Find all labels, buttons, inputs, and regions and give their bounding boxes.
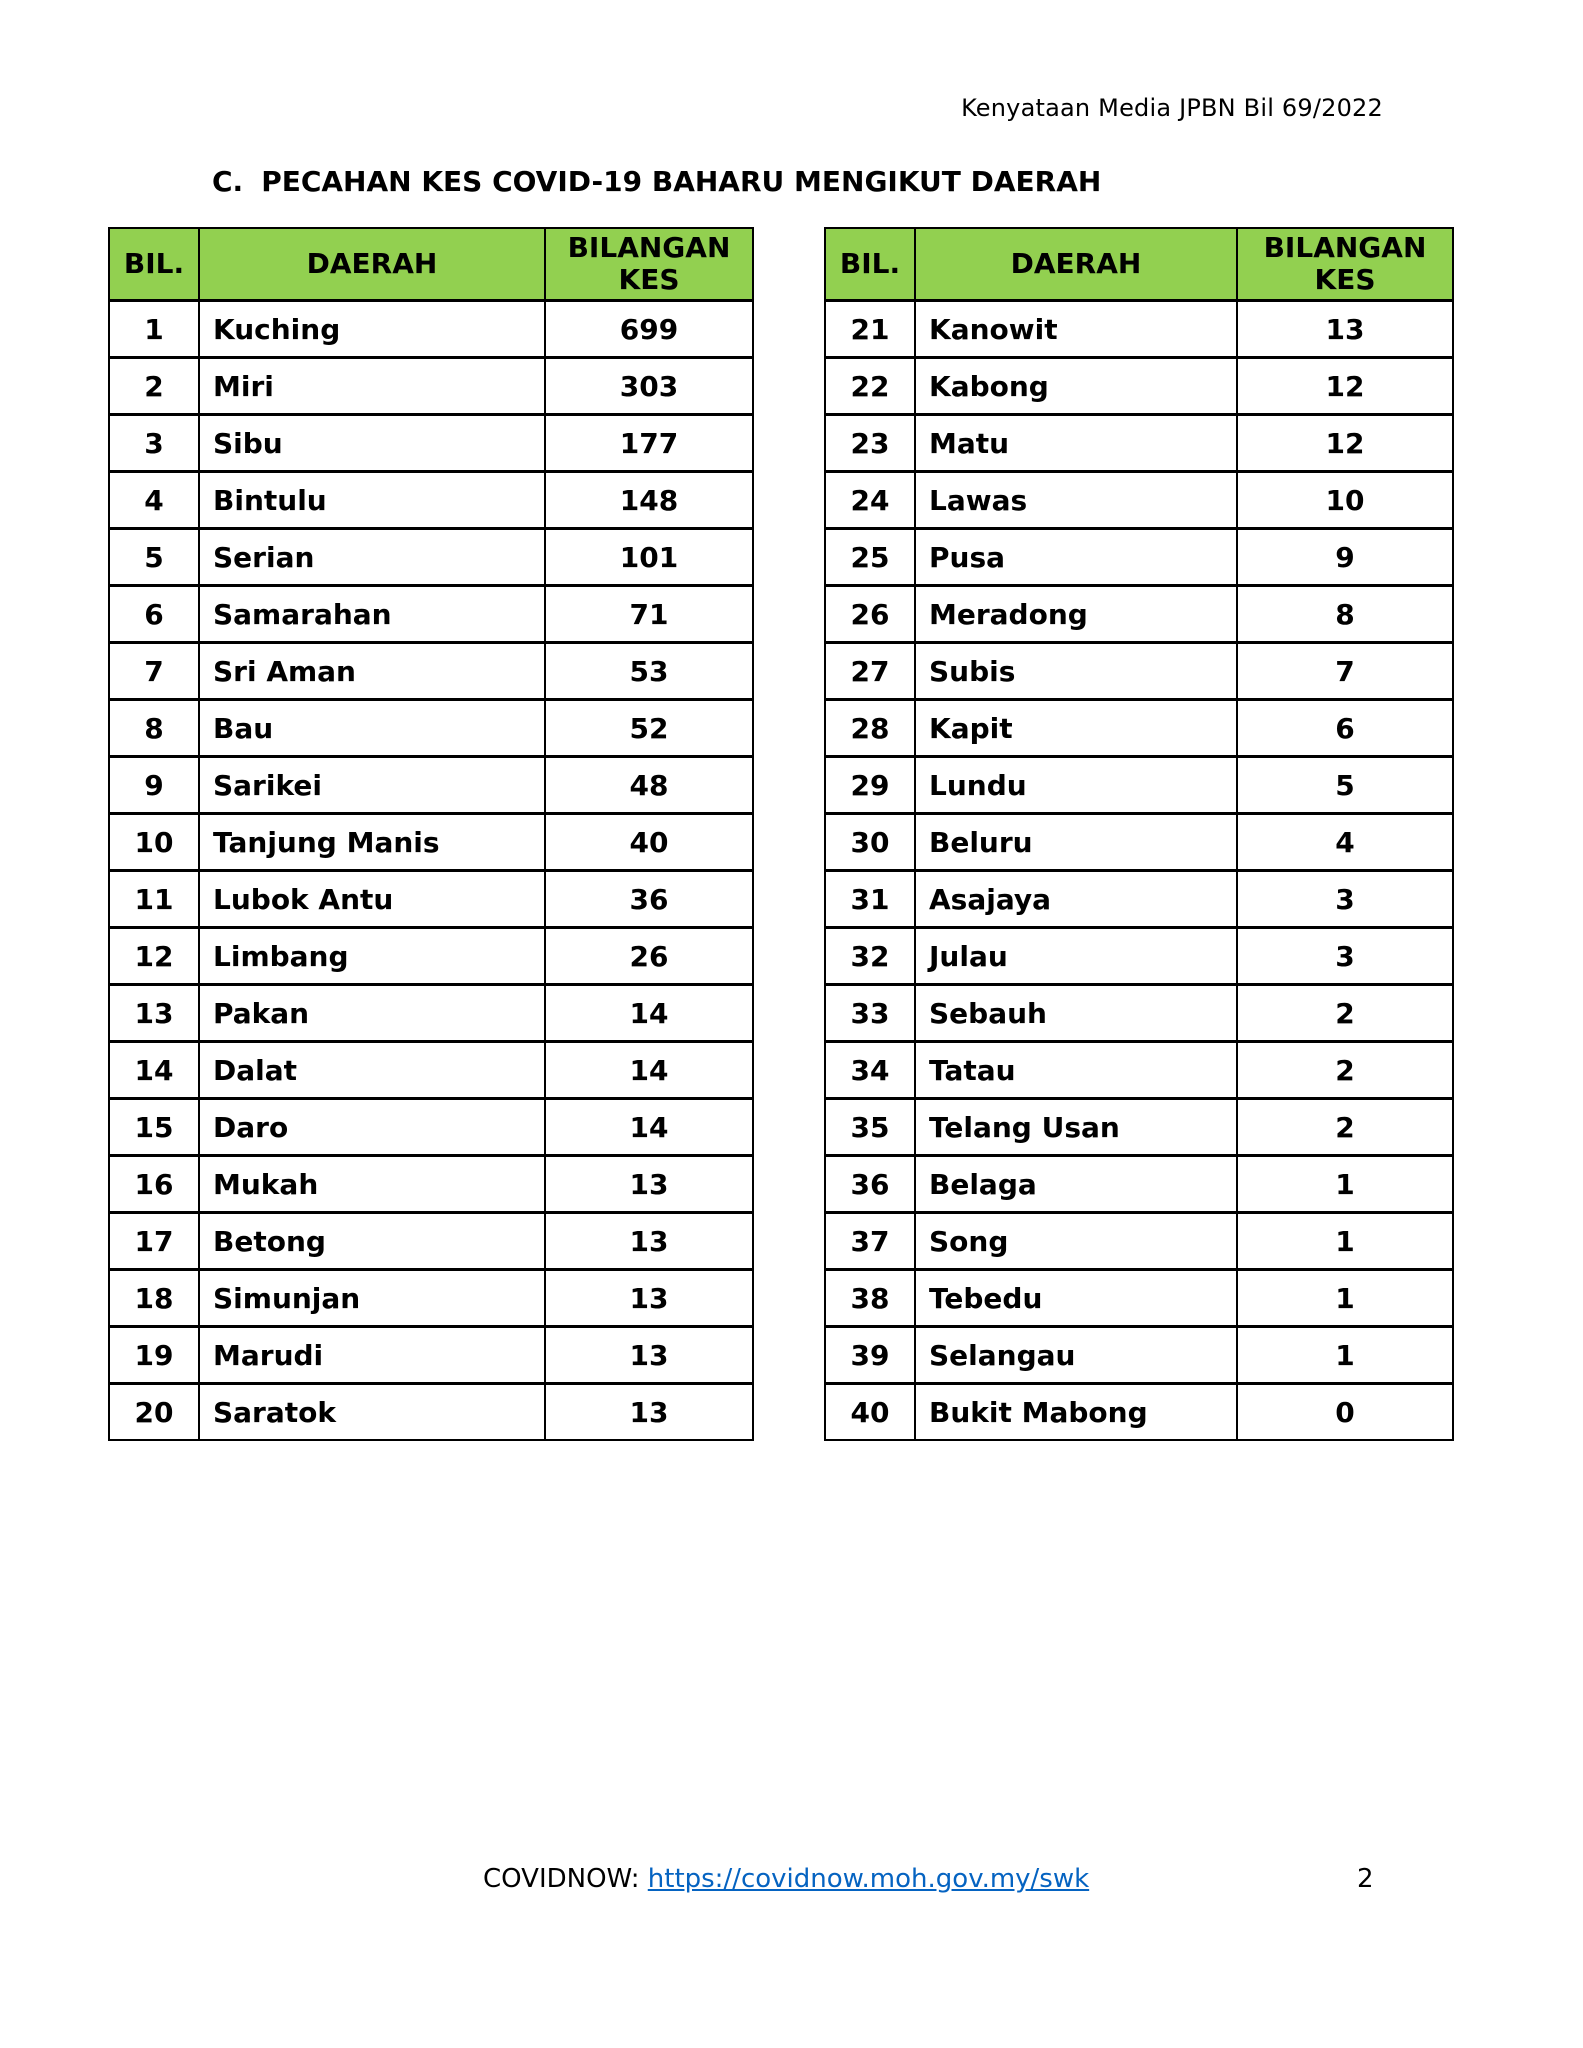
district-name: Meradong xyxy=(915,586,1237,643)
district-name: Tatau xyxy=(915,1042,1237,1099)
header-daerah: DAERAH xyxy=(915,228,1237,301)
table-row xyxy=(109,586,753,643)
row-number: 21 xyxy=(825,301,915,358)
row-number: 29 xyxy=(825,757,915,814)
case-count: 177 xyxy=(545,415,753,472)
case-count: 5 xyxy=(1237,757,1453,814)
case-count: 26 xyxy=(545,928,753,985)
case-count: 1 xyxy=(1237,1270,1453,1327)
table-row xyxy=(825,985,1453,1042)
row-number: 27 xyxy=(825,643,915,700)
row-number: 37 xyxy=(825,1213,915,1270)
case-count: 7 xyxy=(1237,643,1453,700)
case-count: 13 xyxy=(545,1327,753,1384)
case-count: 4 xyxy=(1237,814,1453,871)
table-row xyxy=(825,643,1453,700)
district-name: Dalat xyxy=(199,1042,545,1099)
district-name: Simunjan xyxy=(199,1270,545,1327)
case-count: 9 xyxy=(1237,529,1453,586)
case-count: 6 xyxy=(1237,700,1453,757)
document-reference: Kenyataan Media JPBN Bil 69/2022 xyxy=(961,94,1383,122)
district-name: Kanowit xyxy=(915,301,1237,358)
district-name: Serian xyxy=(199,529,545,586)
case-count: 14 xyxy=(545,1042,753,1099)
row-number: 5 xyxy=(109,529,199,586)
case-count: 1 xyxy=(1237,1156,1453,1213)
row-number: 1 xyxy=(109,301,199,358)
district-name: Beluru xyxy=(915,814,1237,871)
row-number: 9 xyxy=(109,757,199,814)
district-name: Kuching xyxy=(199,301,545,358)
case-count: 1 xyxy=(1237,1213,1453,1270)
case-count: 48 xyxy=(545,757,753,814)
case-count: 3 xyxy=(1237,871,1453,928)
header-daerah: DAERAH xyxy=(199,228,545,301)
row-number: 31 xyxy=(825,871,915,928)
header-bil: BIL. xyxy=(825,228,915,301)
table-row xyxy=(109,643,753,700)
case-count: 148 xyxy=(545,472,753,529)
footer xyxy=(483,1864,1089,1894)
district-name: Mukah xyxy=(199,1156,545,1213)
table-header-row xyxy=(825,228,1453,301)
row-number: 4 xyxy=(109,472,199,529)
row-number: 10 xyxy=(109,814,199,871)
table-row xyxy=(109,1213,753,1270)
district-name: Sibu xyxy=(199,415,545,472)
table-row xyxy=(109,1270,753,1327)
table-row xyxy=(825,301,1453,358)
district-name: Bukit Mabong xyxy=(915,1384,1237,1441)
table-row xyxy=(109,757,753,814)
district-name: Limbang xyxy=(199,928,545,985)
table-row xyxy=(109,1042,753,1099)
table-row xyxy=(825,529,1453,586)
row-number: 6 xyxy=(109,586,199,643)
row-number: 34 xyxy=(825,1042,915,1099)
row-number: 18 xyxy=(109,1270,199,1327)
district-name: Sri Aman xyxy=(199,643,545,700)
case-count: 12 xyxy=(1237,358,1453,415)
row-number: 30 xyxy=(825,814,915,871)
case-count: 12 xyxy=(1237,415,1453,472)
row-number: 33 xyxy=(825,985,915,1042)
row-number: 15 xyxy=(109,1099,199,1156)
table-row xyxy=(109,358,753,415)
row-number: 19 xyxy=(109,1327,199,1384)
district-name: Bau xyxy=(199,700,545,757)
case-count: 13 xyxy=(545,1270,753,1327)
district-name: Lubok Antu xyxy=(199,871,545,928)
case-count: 40 xyxy=(545,814,753,871)
row-number: 16 xyxy=(109,1156,199,1213)
table-row xyxy=(109,700,753,757)
table-row xyxy=(825,1270,1453,1327)
district-name: Sebauh xyxy=(915,985,1237,1042)
table-row xyxy=(825,1156,1453,1213)
case-count: 2 xyxy=(1237,1042,1453,1099)
table-row xyxy=(109,529,753,586)
table-row xyxy=(825,1099,1453,1156)
covidnow-link[interactable]: https://covidnow.moh.gov.my/swk xyxy=(647,1864,1090,1894)
district-name: Subis xyxy=(915,643,1237,700)
case-count: 3 xyxy=(1237,928,1453,985)
header-bilangan-line1: BILANGAN xyxy=(1263,231,1427,264)
table-row xyxy=(109,928,753,985)
table-header-row xyxy=(109,228,753,301)
row-number: 38 xyxy=(825,1270,915,1327)
row-number: 7 xyxy=(109,643,199,700)
district-name: Sarikei xyxy=(199,757,545,814)
district-name: Pakan xyxy=(199,985,545,1042)
row-number: 40 xyxy=(825,1384,915,1441)
case-count: 1 xyxy=(1237,1327,1453,1384)
case-count: 71 xyxy=(545,586,753,643)
row-number: 35 xyxy=(825,1099,915,1156)
row-number: 17 xyxy=(109,1213,199,1270)
case-count: 53 xyxy=(545,643,753,700)
table-row xyxy=(825,472,1453,529)
case-count: 52 xyxy=(545,700,753,757)
district-name: Matu xyxy=(915,415,1237,472)
table-row xyxy=(109,301,753,358)
row-number: 12 xyxy=(109,928,199,985)
row-number: 28 xyxy=(825,700,915,757)
district-name: Saratok xyxy=(199,1384,545,1441)
section-letter: C. xyxy=(212,165,244,198)
case-count: 699 xyxy=(545,301,753,358)
district-name: Pusa xyxy=(915,529,1237,586)
header-bil: BIL. xyxy=(109,228,199,301)
case-count: 14 xyxy=(545,1099,753,1156)
table-row xyxy=(825,1384,1453,1441)
section-title-text: PECAHAN KES COVID-19 BAHARU MENGIKUT DAERAH xyxy=(261,165,1102,198)
row-number: 14 xyxy=(109,1042,199,1099)
case-count: 101 xyxy=(545,529,753,586)
cases-table-right xyxy=(824,227,1454,1441)
table-row xyxy=(825,1042,1453,1099)
row-number: 26 xyxy=(825,586,915,643)
row-number: 8 xyxy=(109,700,199,757)
row-number: 36 xyxy=(825,1156,915,1213)
table-row xyxy=(825,1327,1453,1384)
table-row xyxy=(825,928,1453,985)
district-name: Belaga xyxy=(915,1156,1237,1213)
row-number: 25 xyxy=(825,529,915,586)
district-name: Betong xyxy=(199,1213,545,1270)
table-row xyxy=(109,985,753,1042)
table-row xyxy=(109,814,753,871)
table-row xyxy=(825,700,1453,757)
table-row xyxy=(825,757,1453,814)
row-number: 13 xyxy=(109,985,199,1042)
district-name: Daro xyxy=(199,1099,545,1156)
table-row xyxy=(825,358,1453,415)
case-count: 36 xyxy=(545,871,753,928)
row-number: 32 xyxy=(825,928,915,985)
case-count: 2 xyxy=(1237,985,1453,1042)
table-row xyxy=(109,1156,753,1213)
case-count: 8 xyxy=(1237,586,1453,643)
table-row xyxy=(825,814,1453,871)
district-name: Miri xyxy=(199,358,545,415)
district-name: Selangau xyxy=(915,1327,1237,1384)
header-bilangan-line2: KES xyxy=(1314,263,1376,296)
district-name: Song xyxy=(915,1213,1237,1270)
footer-prefix: COVIDNOW: xyxy=(483,1864,648,1894)
header-bilangan-kes xyxy=(1237,228,1453,301)
district-name: Kapit xyxy=(915,700,1237,757)
district-name: Lundu xyxy=(915,757,1237,814)
table-row xyxy=(109,1099,753,1156)
table-row xyxy=(825,586,1453,643)
district-name: Tanjung Manis xyxy=(199,814,545,871)
district-name: Julau xyxy=(915,928,1237,985)
district-name: Tebedu xyxy=(915,1270,1237,1327)
table-row xyxy=(109,415,753,472)
table-row xyxy=(109,472,753,529)
case-count: 14 xyxy=(545,985,753,1042)
row-number: 23 xyxy=(825,415,915,472)
table-row xyxy=(109,1327,753,1384)
table-row xyxy=(109,1384,753,1441)
table-row xyxy=(825,1213,1453,1270)
district-name: Telang Usan xyxy=(915,1099,1237,1156)
case-count: 13 xyxy=(545,1213,753,1270)
row-number: 20 xyxy=(109,1384,199,1441)
header-bilangan-line2: KES xyxy=(618,263,680,296)
district-name: Lawas xyxy=(915,472,1237,529)
table-row xyxy=(109,871,753,928)
cases-table-left xyxy=(108,227,754,1441)
row-number: 22 xyxy=(825,358,915,415)
district-name: Kabong xyxy=(915,358,1237,415)
row-number: 11 xyxy=(109,871,199,928)
row-number: 24 xyxy=(825,472,915,529)
case-count: 0 xyxy=(1237,1384,1453,1441)
page-number: 2 xyxy=(1357,1864,1374,1894)
row-number: 2 xyxy=(109,358,199,415)
district-name: Samarahan xyxy=(199,586,545,643)
district-name: Marudi xyxy=(199,1327,545,1384)
table-row xyxy=(825,415,1453,472)
district-name: Bintulu xyxy=(199,472,545,529)
case-count: 13 xyxy=(545,1156,753,1213)
table-row xyxy=(825,871,1453,928)
section-title xyxy=(212,165,1101,198)
row-number: 39 xyxy=(825,1327,915,1384)
row-number: 3 xyxy=(109,415,199,472)
case-count: 10 xyxy=(1237,472,1453,529)
district-name: Asajaya xyxy=(915,871,1237,928)
case-count: 13 xyxy=(545,1384,753,1441)
header-bilangan-line1: BILANGAN xyxy=(567,231,731,264)
header-bilangan-kes xyxy=(545,228,753,301)
case-count: 13 xyxy=(1237,301,1453,358)
case-count: 2 xyxy=(1237,1099,1453,1156)
case-count: 303 xyxy=(545,358,753,415)
